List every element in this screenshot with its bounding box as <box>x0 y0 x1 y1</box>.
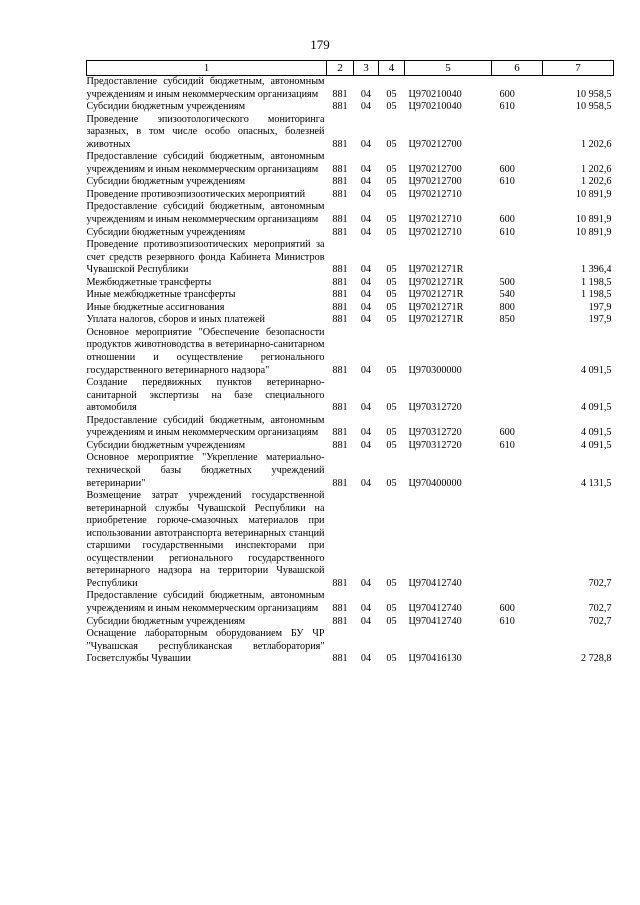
row-target-article-cell: Ц97021271R <box>408 289 464 301</box>
row-section-cell: 04 <box>360 364 372 376</box>
row-expense-type-cell: 610 <box>499 176 515 188</box>
table-body <box>87 76 614 666</box>
row-expense-type-cell: 600 <box>499 214 515 226</box>
row-target-article-cell: Ц97021271R <box>408 301 464 313</box>
row-sum-cell: 10 958,5 <box>575 88 612 100</box>
row-name-cell: Субсидии бюджетным учреждениям <box>86 226 246 238</box>
row-grbs-cell: 881 <box>332 188 348 200</box>
column-header-4: 4 <box>379 61 405 76</box>
row-grbs-cell: 881 <box>332 289 348 301</box>
table-row <box>87 490 614 590</box>
table-row <box>87 239 614 277</box>
row-grbs-cell: 881 <box>332 402 348 414</box>
row-expense-type-cell: 610 <box>499 615 515 627</box>
row-expense-type-cell: 800 <box>499 301 515 313</box>
row-target-article-cell: Ц97021271R <box>408 276 464 288</box>
row-section-cell: 04 <box>360 301 372 313</box>
row-grbs-cell: 881 <box>332 577 348 589</box>
row-grbs-cell: 881 <box>332 138 348 150</box>
row-name-cell: Возмещение затрат учреждений государственной ветеринарной службы Чувашской Республики на приобретение горюче-смазочных материалов при использовании автотранспорта ветеринарных станций старшими государственными инспекторами при осуществлении регионального государственного ветеринарного надзора на территории Чувашской Республики <box>86 490 325 589</box>
row-section-cell: 04 <box>360 101 372 113</box>
row-subsection-cell: 05 <box>386 577 397 589</box>
column-header-6: 6 <box>492 61 543 76</box>
table-row <box>87 176 614 189</box>
row-expense-type-cell <box>492 114 543 152</box>
row-section-cell: 04 <box>360 602 372 614</box>
row-target-article-cell: Ц970312720 <box>408 402 462 414</box>
row-grbs-cell: 881 <box>332 214 348 226</box>
row-sum-cell: 197,9 <box>588 301 612 313</box>
row-grbs-cell: 881 <box>332 653 348 665</box>
row-name-cell: Уплата налогов, сборов и иных платежей <box>86 314 265 326</box>
row-target-article-cell: Ц970312720 <box>408 427 462 439</box>
row-sum-cell: 4 091,5 <box>580 402 612 414</box>
row-grbs-cell: 881 <box>332 88 348 100</box>
row-target-article-cell: Ц970212700 <box>408 176 462 188</box>
row-section-cell: 04 <box>360 427 372 439</box>
row-grbs-cell: 881 <box>332 276 348 288</box>
row-subsection-cell: 05 <box>386 301 397 313</box>
row-name-cell: Предоставление субсидий бюджетным, автономным учреждениям и иным некоммерческим организациям <box>86 414 325 439</box>
row-section-cell: 04 <box>360 276 372 288</box>
row-section-cell: 04 <box>360 577 372 589</box>
table-row <box>87 201 614 226</box>
row-name-cell: Межбюджетные трансферты <box>86 276 212 288</box>
column-header-1: 1 <box>87 61 327 76</box>
row-sum-cell: 10 891,9 <box>575 226 612 238</box>
row-sum-cell: 1 202,6 <box>580 163 612 175</box>
row-grbs-cell: 881 <box>332 301 348 313</box>
row-expense-type-cell: 600 <box>499 163 515 175</box>
row-target-article-cell: Ц970312720 <box>408 439 462 451</box>
row-subsection-cell: 05 <box>386 439 397 451</box>
table-row <box>87 227 614 240</box>
row-target-article-cell: Ц970210040 <box>408 88 462 100</box>
row-subsection-cell: 05 <box>386 402 397 414</box>
row-expense-type-cell <box>492 377 543 415</box>
row-section-cell: 04 <box>360 214 372 226</box>
row-sum-cell: 1 202,6 <box>580 176 612 188</box>
row-subsection-cell: 05 <box>386 138 397 150</box>
row-expense-type-cell: 600 <box>499 88 515 100</box>
row-subsection-cell: 05 <box>386 88 397 100</box>
row-name-cell: Создание передвижных пунктов ветеринарно-санитарной экспертизы на базе специального автомобиля <box>86 377 325 414</box>
row-expense-type-cell: 600 <box>499 427 515 439</box>
row-sum-cell: 2 728,8 <box>580 653 612 665</box>
row-subsection-cell: 05 <box>386 314 397 326</box>
row-sum-cell: 4 091,5 <box>580 439 612 451</box>
column-header-5: 5 <box>405 61 492 76</box>
row-subsection-cell: 05 <box>386 188 397 200</box>
row-subsection-cell: 05 <box>386 427 397 439</box>
row-sum-cell: 702,7 <box>588 615 612 627</box>
row-grbs-cell: 881 <box>332 364 348 376</box>
row-sum-cell: 1 202,6 <box>580 138 612 150</box>
table-row <box>87 415 614 440</box>
table-header <box>87 61 614 76</box>
row-grbs-cell: 881 <box>332 477 348 489</box>
row-sum-cell: 10 891,9 <box>575 188 612 200</box>
table-row <box>87 590 614 615</box>
row-expense-type-cell <box>492 327 543 377</box>
row-target-article-cell: Ц970416130 <box>408 653 462 665</box>
row-expense-type-cell <box>492 189 543 202</box>
row-name-cell: Субсидии бюджетным учреждениям <box>86 101 246 113</box>
row-subsection-cell: 05 <box>386 276 397 288</box>
row-section-cell: 04 <box>360 138 372 150</box>
row-subsection-cell: 05 <box>386 264 397 276</box>
row-section-cell: 04 <box>360 163 372 175</box>
row-subsection-cell: 05 <box>386 477 397 489</box>
row-grbs-cell: 881 <box>332 176 348 188</box>
row-sum-cell: 4 091,5 <box>580 427 612 439</box>
table-row <box>87 277 614 290</box>
row-name-cell: Субсидии бюджетным учреждениям <box>86 439 246 451</box>
row-grbs-cell: 881 <box>332 314 348 326</box>
row-sum-cell: 4 131,5 <box>580 477 612 489</box>
row-subsection-cell: 05 <box>386 176 397 188</box>
table-row <box>87 302 614 315</box>
row-name-cell: Иные бюджетные ассигнования <box>86 301 225 313</box>
table-row <box>87 151 614 176</box>
row-name-cell: Основное мероприятие "Укрепление материально-технической базы бюджетных учреждений ветеринарии" <box>86 452 325 489</box>
row-target-article-cell: Ц970412740 <box>408 602 462 614</box>
table-row <box>87 616 614 629</box>
row-section-cell: 04 <box>360 88 372 100</box>
row-section-cell: 04 <box>360 439 372 451</box>
row-section-cell: 04 <box>360 226 372 238</box>
row-name-cell: Оснащение лабораторным оборудованием БУ ЧР "Чувашская республиканская ветлаборатория" Госветслужбы Чувашии <box>86 628 325 665</box>
row-target-article-cell: Ц970212700 <box>408 138 462 150</box>
row-sum-cell: 1 396,4 <box>580 264 612 276</box>
table-row <box>87 452 614 490</box>
table-row <box>87 314 614 327</box>
budget-table <box>86 60 614 666</box>
row-subsection-cell: 05 <box>386 615 397 627</box>
row-target-article-cell: Ц970412740 <box>408 577 462 589</box>
row-name-cell: Субсидии бюджетным учреждениям <box>86 615 246 627</box>
table-row <box>87 628 614 666</box>
column-header-2: 2 <box>327 61 354 76</box>
row-grbs-cell: 881 <box>332 602 348 614</box>
row-grbs-cell: 881 <box>332 615 348 627</box>
row-expense-type-cell: 610 <box>499 101 515 113</box>
row-expense-type-cell: 540 <box>499 289 515 301</box>
table-row <box>87 289 614 302</box>
column-header-3: 3 <box>354 61 379 76</box>
row-subsection-cell: 05 <box>386 602 397 614</box>
row-target-article-cell: Ц97021271R <box>408 314 464 326</box>
row-target-article-cell: Ц970212700 <box>408 163 462 175</box>
row-target-article-cell: Ц970212710 <box>408 188 462 200</box>
header-row <box>87 61 614 76</box>
row-name-cell: Предоставление субсидий бюджетным, автономным учреждениям и иным некоммерческим организациям <box>86 201 325 226</box>
row-expense-type-cell: 500 <box>499 276 515 288</box>
row-sum-cell: 1 198,5 <box>580 276 612 288</box>
row-expense-type-cell: 610 <box>499 439 515 451</box>
row-subsection-cell: 05 <box>386 163 397 175</box>
row-target-article-cell: Ц97021271R <box>408 264 464 276</box>
row-expense-type-cell: 850 <box>499 314 515 326</box>
row-subsection-cell: 05 <box>386 289 397 301</box>
row-sum-cell: 1 198,5 <box>580 289 612 301</box>
row-expense-type-cell <box>492 239 543 277</box>
row-sum-cell: 702,7 <box>588 602 612 614</box>
row-section-cell: 04 <box>360 188 372 200</box>
row-name-cell: Проведение противоэпизоотических мероприятий за счет средств резервного фонда Кабинета Министров Чувашской Республики <box>86 239 325 276</box>
row-expense-type-cell <box>492 628 543 666</box>
row-target-article-cell: Ц970210040 <box>408 101 462 113</box>
row-name-cell: Иные межбюджетные трансферты <box>86 289 236 301</box>
row-name-cell: Субсидии бюджетным учреждениям <box>86 176 246 188</box>
row-target-article-cell: Ц970400000 <box>408 477 462 489</box>
row-expense-type-cell <box>492 490 543 590</box>
row-name-cell: Проведение эпизоотологического мониторинга заразных, в том числе особо опасных, болезней животных <box>86 113 325 150</box>
row-name-cell: Предоставление субсидий бюджетным, автономным учреждениям и иным некоммерческим организациям <box>86 76 325 100</box>
row-section-cell: 04 <box>360 615 372 627</box>
table-row <box>87 377 614 415</box>
row-grbs-cell: 881 <box>332 264 348 276</box>
row-sum-cell: 197,9 <box>588 314 612 326</box>
row-target-article-cell: Ц970212710 <box>408 226 462 238</box>
row-section-cell: 04 <box>360 653 372 665</box>
table-row <box>87 76 614 102</box>
row-expense-type-cell: 600 <box>499 602 515 614</box>
row-target-article-cell: Ц970412740 <box>408 615 462 627</box>
row-grbs-cell: 881 <box>332 439 348 451</box>
row-sum-cell: 4 091,5 <box>580 364 612 376</box>
row-section-cell: 04 <box>360 402 372 414</box>
row-sum-cell: 10 958,5 <box>575 101 612 113</box>
row-subsection-cell: 05 <box>386 101 397 113</box>
row-expense-type-cell: 610 <box>499 226 515 238</box>
column-header-7: 7 <box>543 61 614 76</box>
row-target-article-cell: Ц970300000 <box>408 364 462 376</box>
table-row <box>87 327 614 377</box>
row-subsection-cell: 05 <box>386 653 397 665</box>
row-expense-type-cell <box>492 452 543 490</box>
row-grbs-cell: 881 <box>332 427 348 439</box>
table-row <box>87 101 614 114</box>
row-section-cell: 04 <box>360 289 372 301</box>
row-section-cell: 04 <box>360 314 372 326</box>
row-sum-cell: 10 891,9 <box>575 214 612 226</box>
table-row <box>87 114 614 152</box>
row-section-cell: 04 <box>360 264 372 276</box>
row-subsection-cell: 05 <box>386 226 397 238</box>
row-grbs-cell: 881 <box>332 163 348 175</box>
row-subsection-cell: 05 <box>386 364 397 376</box>
row-section-cell: 04 <box>360 176 372 188</box>
row-name-cell: Предоставление субсидий бюджетным, автономным учреждениям и иным некоммерческим организациям <box>86 151 325 175</box>
row-subsection-cell: 05 <box>386 214 397 226</box>
row-name-cell: Предоставление субсидий бюджетным, автономным учреждениям и иным некоммерческим организациям <box>86 590 325 614</box>
row-name-cell: Основное мероприятие "Обеспечение безопасности продуктов животноводства в ветеринарно-санитарном отношении и осуществление регионального государственного ветеринарного надзора" <box>86 326 325 376</box>
row-grbs-cell: 881 <box>332 226 348 238</box>
row-target-article-cell: Ц970212710 <box>408 214 462 226</box>
table-row <box>87 440 614 453</box>
row-name-cell: Проведение противоэпизоотических мероприятий <box>86 188 306 200</box>
row-grbs-cell: 881 <box>332 101 348 113</box>
page-number: 179 <box>310 37 330 52</box>
row-section-cell: 04 <box>360 477 372 489</box>
row-sum-cell: 702,7 <box>588 577 612 589</box>
table-row <box>87 189 614 202</box>
